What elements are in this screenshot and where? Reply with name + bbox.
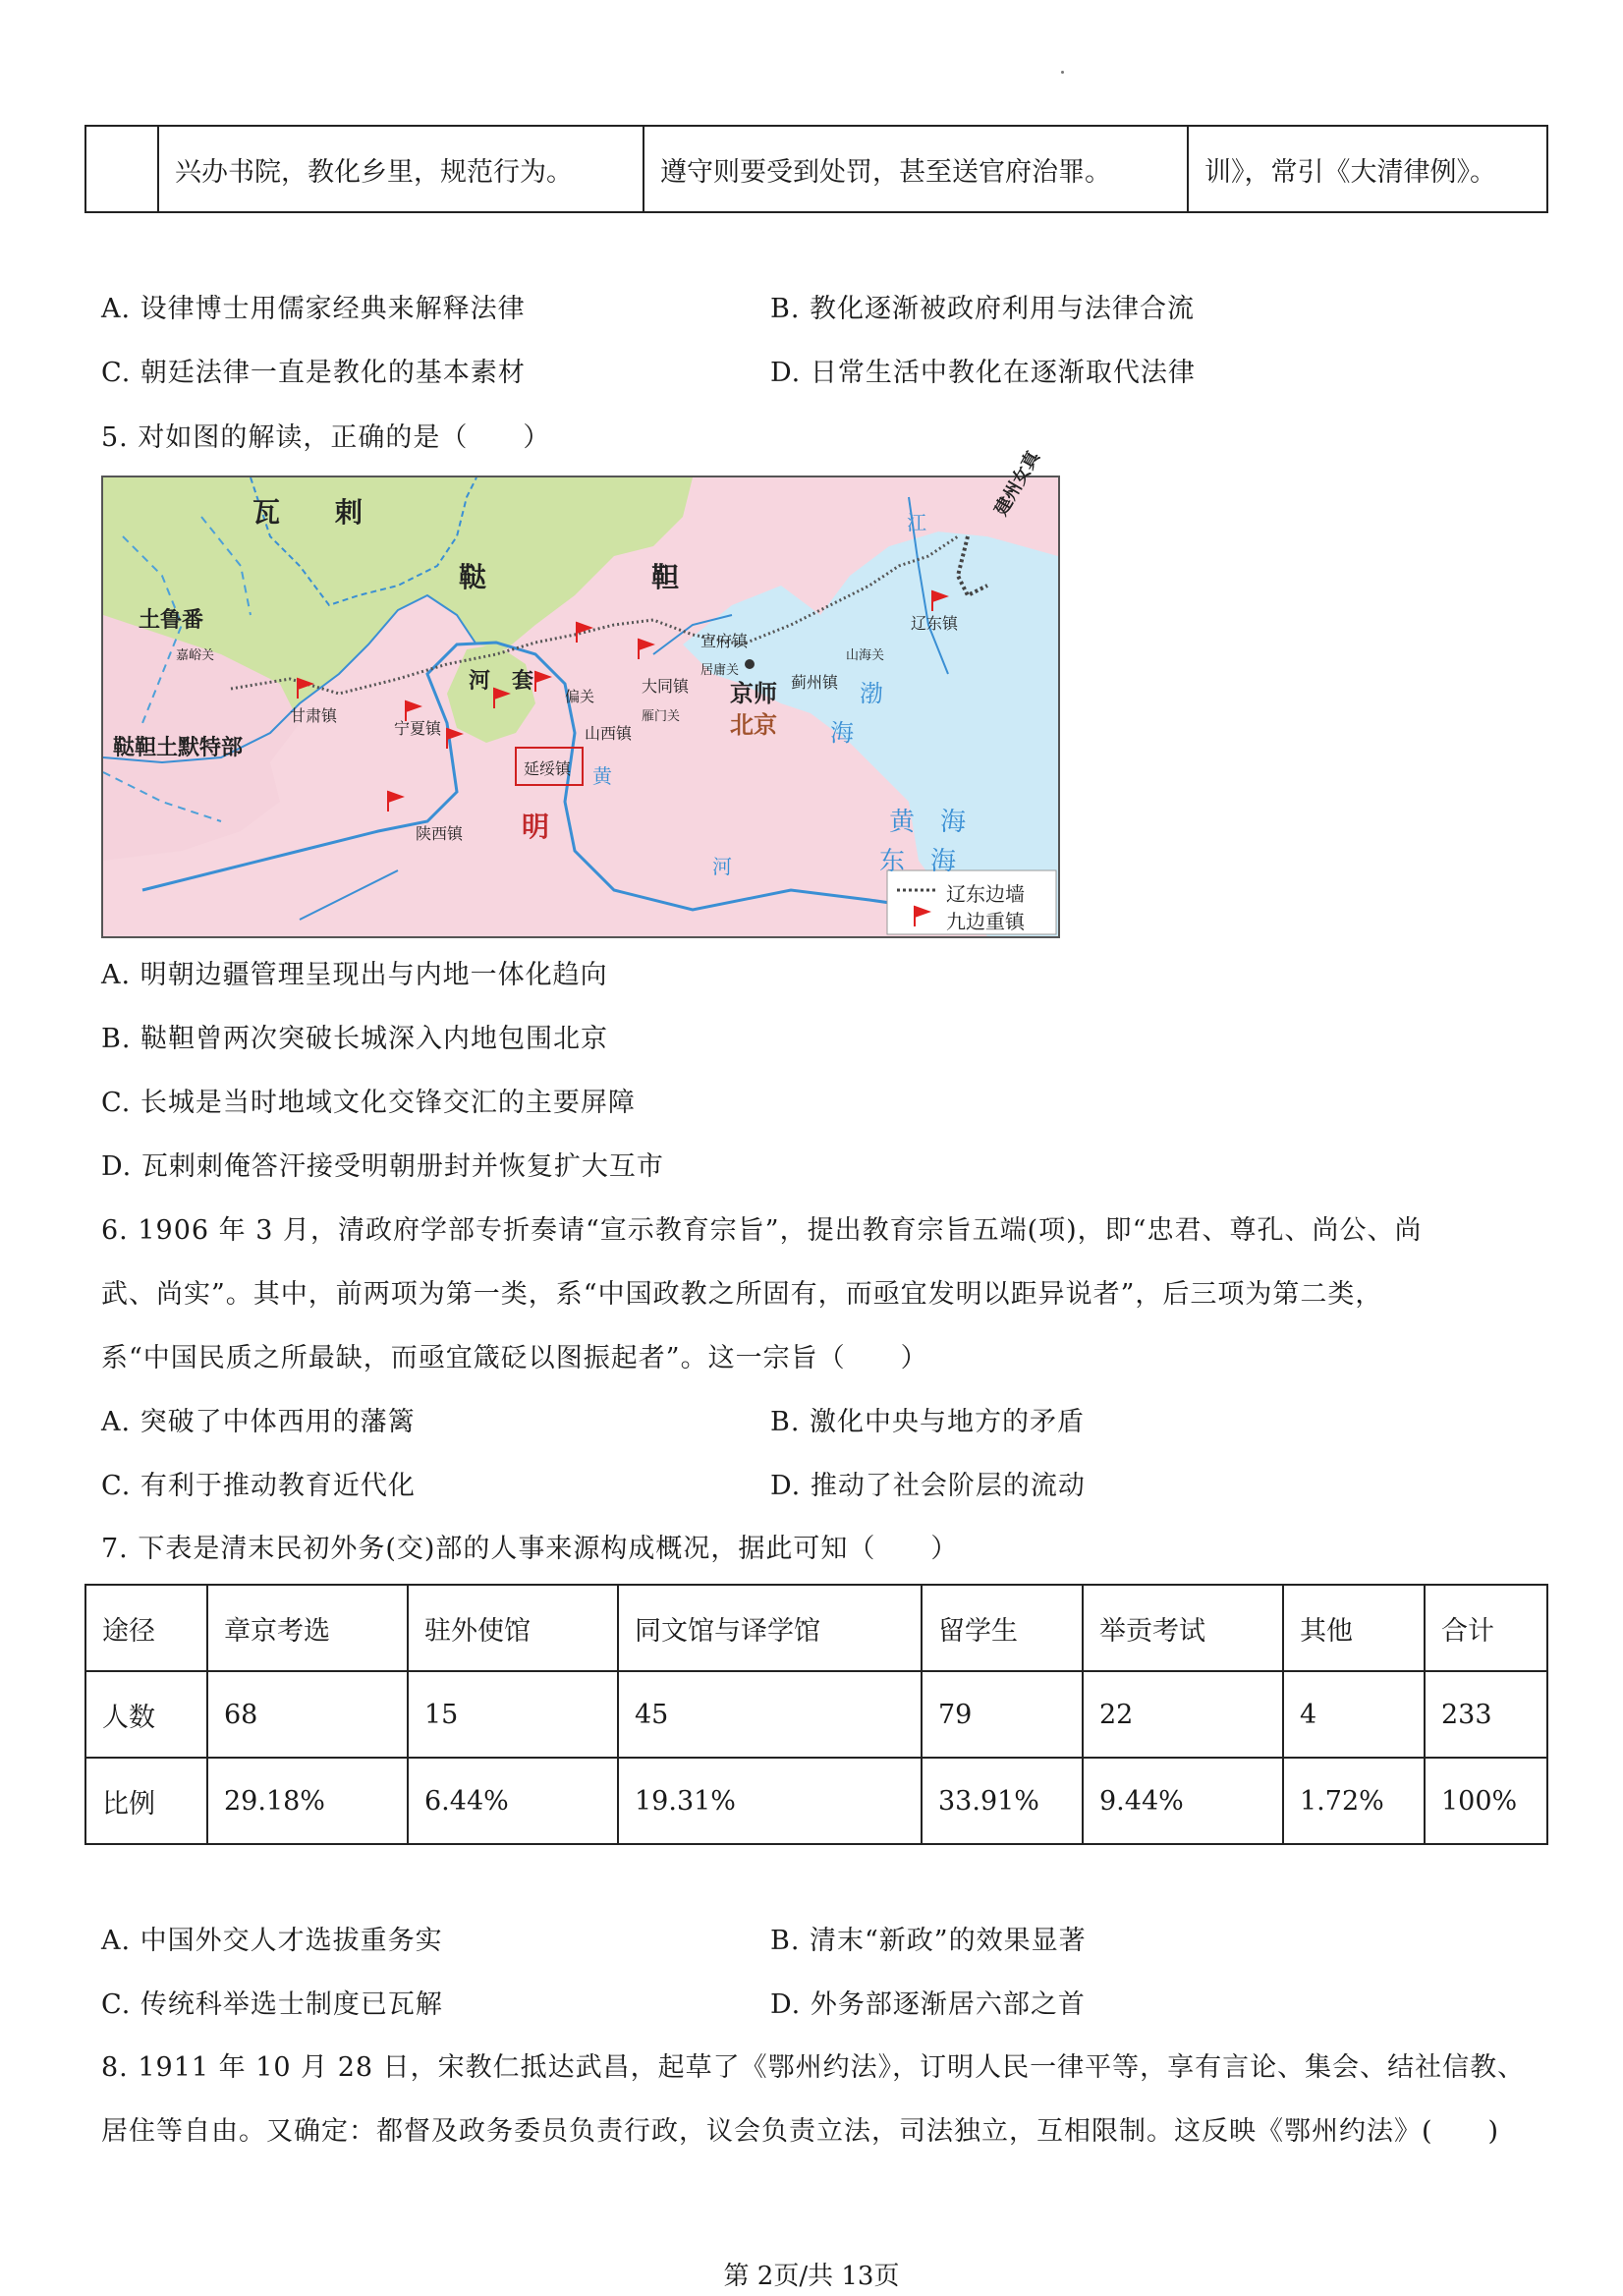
- q7-row2-cell: 6.44%: [408, 1758, 618, 1844]
- q7-row2-cell: 9.44%: [1083, 1758, 1283, 1844]
- map-label-datong: 大同镇: [642, 677, 690, 696]
- legend-wall-label: 辽东边墙: [946, 882, 1025, 906]
- q7-row1-cell: 79: [922, 1671, 1083, 1758]
- map-label-jingshi: 京师: [730, 680, 777, 707]
- map-label-jizhou: 蓟州镇: [791, 673, 839, 692]
- q7-row1-cell: 15: [408, 1671, 618, 1758]
- map-label-shanxi: 山西镇: [585, 724, 633, 743]
- q8-stem-line-1: 8. 1911 年 10 月 28 日，宋教仁抵达武昌，起草了《鄂州约法》，订明人民一律平等，享有言论、集会、结社信教、: [101, 2052, 1526, 2083]
- map-label-ningxia: 宁夏镇: [394, 719, 442, 738]
- q4-option-b[interactable]: B. 教化逐渐被政府利用与法律合流: [770, 294, 1196, 324]
- q7-header-cell: 留学生: [922, 1585, 1083, 1671]
- map-label-jiang: 江: [907, 511, 926, 534]
- map-label-he: 河: [712, 855, 732, 878]
- map-label-dadatumote: 鞑靼土默特部: [113, 736, 244, 760]
- q7-row2-cell: 比例: [85, 1758, 207, 1844]
- q4-option-c[interactable]: C. 朝廷法律一直是教化的基本素材: [101, 358, 526, 388]
- map-label-juyongguan: 居庸关: [700, 663, 740, 678]
- map-label-pianguan: 偏关: [565, 688, 595, 705]
- top-table-cell: 训》，常引《大清律例》。: [1188, 126, 1547, 212]
- q7-row1-cell: 4: [1283, 1671, 1425, 1758]
- map-label-shanhaiguan: 山海关: [846, 648, 885, 663]
- q6-option-c[interactable]: C. 有利于推动教育近代化: [101, 1471, 416, 1501]
- q7-stem: 7. 下表是清末民初外务(交)部的人事来源构成概况，据此可知（ ）: [101, 1534, 959, 1564]
- map-label-yansui: 延绥镇: [524, 759, 572, 778]
- q7-row2-cell: 33.91%: [922, 1758, 1083, 1844]
- q7-header-cell: 举贡考试: [1083, 1585, 1283, 1671]
- map-label-xuanfu: 宣府镇: [700, 632, 749, 650]
- legend-town-label: 九边重镇: [946, 910, 1025, 933]
- q7-header-cell: 途径: [85, 1585, 207, 1671]
- q7-option-a[interactable]: A. 中国外交人才选拔重务实: [101, 1926, 443, 1956]
- q7-option-b[interactable]: B. 清末“新政”的效果显著: [770, 1926, 1087, 1956]
- q7-table: [84, 1584, 1548, 1845]
- q5-option-b[interactable]: B. 鞑靼曾两次突破长城深入内地包围北京: [101, 1024, 609, 1054]
- q5-stem: 5. 对如图的解读，正确的是（ ）: [101, 422, 551, 453]
- q7-row1-cell: 人数: [85, 1671, 207, 1758]
- q7-header-cell: 章京考选: [207, 1585, 408, 1671]
- map-label-hetao: 河 套: [469, 669, 534, 694]
- q5-option-c[interactable]: C. 长城是当时地域文化交锋交汇的主要屏障: [101, 1088, 636, 1118]
- map-label-huang: 黄: [592, 764, 612, 788]
- top-table: [84, 125, 1548, 213]
- q7-option-c[interactable]: C. 传统科举选士制度已瓦解: [101, 1989, 443, 2020]
- q7-row2-cell: 29.18%: [207, 1758, 408, 1844]
- q4-option-d[interactable]: D. 日常生活中教化在逐渐取代法律: [770, 358, 1196, 388]
- map-label-ming: 明: [522, 811, 550, 843]
- q7-header-cell: 驻外使馆: [408, 1585, 618, 1671]
- q6-stem-line-1: 6. 1906 年 3 月，清政府学部专折奏请“宣示教育宗旨”，提出教育宗旨五端(项)，即“忠君、尊孔、尚公、尚: [101, 1215, 1423, 1246]
- q6-option-d[interactable]: D. 推动了社会阶层的流动: [770, 1471, 1086, 1501]
- q6-option-a[interactable]: A. 突破了中体西用的藩篱: [101, 1407, 416, 1437]
- map-label-beijing: 北京: [730, 711, 777, 739]
- q7-header-cell: 合计: [1425, 1585, 1547, 1671]
- q7-row1-cell: 68: [207, 1671, 408, 1758]
- q8-stem-line-2: 居住等自由。又确定：都督及政务委员负责行政，议会负责立法，司法独立，互相限制。这反映《鄂州约法》( ): [101, 2116, 1500, 2147]
- beijing-dot: [745, 659, 755, 669]
- map-label-jianzhou: 建州女真: [990, 447, 1044, 520]
- map-label-wala: 瓦 剌: [252, 496, 364, 529]
- map-label-bo: 渤: [860, 680, 883, 707]
- q7-row1-cell: 22: [1083, 1671, 1283, 1758]
- q7-row1-cell: 233: [1425, 1671, 1547, 1758]
- map-label-donghai: 东 海: [879, 847, 957, 876]
- q7-row2-cell: 19.31%: [618, 1758, 922, 1844]
- q7-option-d[interactable]: D. 外务部逐渐居六部之首: [770, 1989, 1086, 2020]
- scan-dot: [1061, 71, 1064, 74]
- map-label-huanghai: 黄 海: [889, 808, 967, 837]
- map-label-yanmenguan: 雁门关: [642, 709, 681, 724]
- q7-row2-cell: 1.72%: [1283, 1758, 1425, 1844]
- q6-option-b[interactable]: B. 激化中央与地方的矛盾: [770, 1407, 1086, 1437]
- top-table-cell: [85, 126, 158, 212]
- top-table-cell: 遵守则要受到处罚，甚至送官府治罪。: [644, 126, 1188, 212]
- map-label-ganzhou: 甘肃镇: [290, 706, 338, 725]
- q6-stem-line-2: 武、尚实”。其中，前两项为第一类，系“中国政教之所固有，而亟宜发明以距异说者”，后三项为第二类，: [101, 1279, 1383, 1310]
- q7-row1-cell: 45: [618, 1671, 922, 1758]
- ming-frontier-map: [101, 447, 1060, 938]
- page-footer: 第 2页/共 13页: [723, 2262, 900, 2291]
- q5-option-a[interactable]: A. 明朝边疆管理呈现出与内地一体化趋向: [101, 960, 608, 990]
- q7-header-cell: 同文馆与译学馆: [618, 1585, 922, 1671]
- map-label-jiayuguan: 嘉峪关: [176, 648, 215, 663]
- q5-option-d[interactable]: D. 瓦剌刺俺答汗接受明朝册封并恢复扩大互市: [101, 1151, 664, 1182]
- q7-header-cell: 其他: [1283, 1585, 1425, 1671]
- map-label-dada: 鞑 靼: [459, 561, 680, 593]
- map-label-hai: 海: [830, 719, 854, 747]
- q6-stem-line-3: 系“中国民质之所最缺，而亟宜箴砭以图振起者”。这一宗旨（ ）: [101, 1343, 928, 1373]
- map-label-shaanxi: 陕西镇: [416, 824, 464, 843]
- map-label-tulufan: 土鲁番: [139, 608, 204, 633]
- map-label-liaodong: 辽东镇: [911, 614, 959, 633]
- q7-row2-cell: 100%: [1425, 1758, 1547, 1844]
- top-table-cell: 兴办书院，教化乡里，规范行为。: [158, 126, 644, 212]
- q4-option-a[interactable]: A. 设律博士用儒家经典来解释法律: [101, 294, 526, 324]
